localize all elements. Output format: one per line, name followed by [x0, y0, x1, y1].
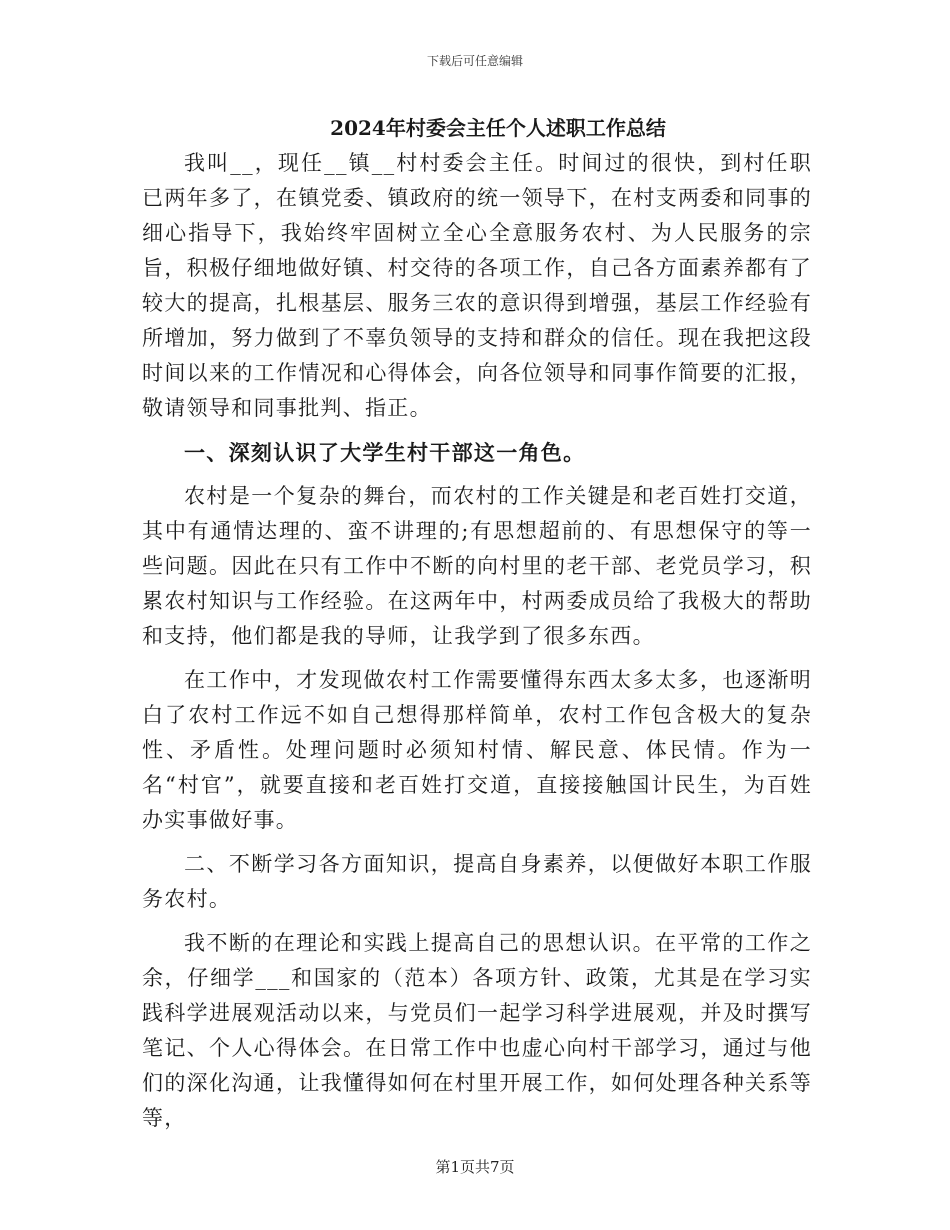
paragraph-rural-work: 在工作中，才发现做农村工作需要懂得东西太多太多，也逐渐明白了农村工作远不如自己想得那样简单，农村工作包含极大的复杂性、矛盾性。处理问题时必须知村情、解民意、体民情。作为一名“村官”，就要直接和老百姓打交道，直接接触国计民生，为百姓办实事做好事。: [142, 668, 812, 832]
paragraph-intro: 我叫__，现任__镇__村村委会主任。时间过的很快，到村任职已两年多了，在镇党委、镇政府的统一领导下，在村支两委和同事的细心指导下，我始终牢固树立全心全意服务农村、为人民服务的宗旨，积极仔细地做好镇、村交待的各项工作，自己各方面素养都有了较大的提高，扎根基层、服务三农的意识得到增强，基层工作经验有所增加，努力做到了不辜负领导的支持和群众的信任。现在我把这段时间以来的工作情况和心得体会，向各位领导和同事作简要的汇报，敬请领导和同事批判、指正。: [142, 151, 812, 420]
section-heading-2: 二、不断学习各方面知识，提高自身素养，以便做好本职工作服务农村。: [142, 852, 812, 911]
page-number: 第1页共7页: [435, 1158, 515, 1176]
header-note: 下载后可任意编辑: [426, 54, 523, 68]
document-body: [142, 146, 812, 1145]
document-title: 2024年村委会主任个人述职工作总结: [330, 116, 666, 140]
section-heading-1: 一、深刻认识了大学生村干部这一角色。: [184, 440, 586, 465]
paragraph-rural-stage: 农村是一个复杂的舞台，而农村的工作关键是和老百姓打交道，其中有通情达理的、蛮不讲理的;有思想超前的、有思想保守的等一些问题。因此在只有工作中不断的向村里的老干部、老党员学习，积累农村知识与工作经验。在这两年中，村两委成员给了我极大的帮助和支持，他们都是我的导师，让我学到了很多东西。: [142, 484, 812, 648]
paragraph-study: 我不断的在理论和实践上提高自己的思想认识。在平常的工作之余，仔细学___和国家的（范本）各项方针、政策，尤其是在学习实践科学进展观活动以来，与党员们一起学习科学进展观，并及时撰写笔记、个人心得体会。在日常工作中也虚心向村干部学习，通过与他们的深化沟通，让我懂得如何在村里开展工作，如何处理各种关系等等，: [142, 931, 812, 1130]
